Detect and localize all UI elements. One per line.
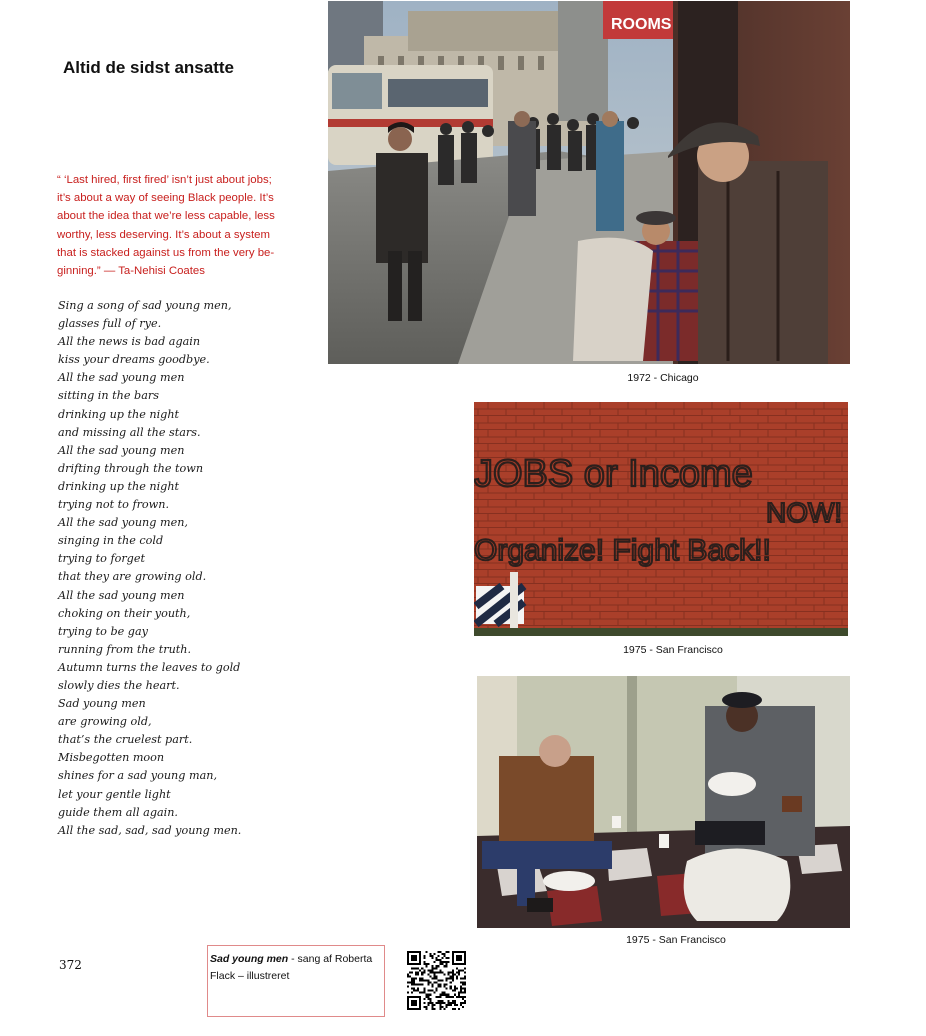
poem-line: choking on their youth, (58, 606, 191, 620)
chicago-street-image (328, 1, 850, 364)
poem-line: Autumn turns the leaves to gold (58, 660, 241, 674)
poem-line: kiss your dreams goodbye. (58, 353, 210, 367)
poem-line: slowly dies the heart. (58, 678, 180, 692)
poem-line: trying not to frown. (58, 498, 170, 512)
poem-line: drifting through the town (58, 461, 204, 475)
graffiti-text-1: JOBS or Income (474, 453, 753, 495)
poem-line: are growing old, (58, 715, 152, 729)
poem-line: that they are growing old. (58, 570, 207, 584)
photo-men-eating (477, 676, 850, 928)
poem (58, 297, 318, 840)
caption-sf-wall: 1975 - San Francisco (623, 644, 723, 656)
poem-line: guide them all again. (58, 805, 178, 819)
photo-graffiti-wall (474, 402, 848, 636)
song-title: Sad young men (210, 953, 289, 965)
graffiti-wall-image (474, 402, 848, 636)
poem-line: Sing a song of sad young men, (58, 299, 232, 312)
poem-line: trying to forget (58, 552, 145, 566)
rooms-sign-text: ROOMS (611, 16, 672, 33)
poem-line: sitting in the bars (58, 389, 159, 403)
poem-line: shines for a sad young man, (58, 769, 218, 783)
poem-line: Sad young men (58, 697, 146, 711)
caption-chicago: 1972 - Chicago (627, 372, 699, 384)
caption-sf-eating: 1975 - San Francisco (626, 934, 726, 946)
qr-code-icon (407, 951, 466, 1010)
song-credit-text: - sang af Roberta (288, 953, 373, 965)
graffiti-text-3: Organize! Fight Back!! (474, 534, 771, 567)
poem-line: running from the truth. (58, 642, 192, 656)
poem-line: that’s the cruelest part. (58, 733, 193, 747)
poem-line: trying to be gay (58, 624, 148, 638)
pull-quote (57, 171, 315, 280)
quote-line: about the idea that we’re less capable, less (57, 210, 275, 223)
quote-line: that is stacked against us from the very be- (57, 246, 275, 259)
poem-line: All the sad young men (58, 588, 185, 602)
poem-line: All the sad young men, (58, 516, 188, 530)
poem-line: All the sad young men (58, 443, 185, 457)
poem-line: All the sad young men (58, 371, 185, 385)
poem-line: let your gentle light (58, 787, 171, 801)
men-eating-image (477, 676, 850, 928)
poem-line: All the sad, sad, sad young men. (58, 823, 242, 837)
quote-line: ginning.” — Ta-Nehisi Coates (57, 265, 205, 278)
poem-line: glasses full of rye. (58, 317, 162, 331)
poem-line: drinking up the night (58, 407, 180, 421)
qr-code[interactable] (407, 951, 466, 1010)
poem-line: singing in the cold (58, 534, 164, 548)
song-credit-box (207, 945, 385, 1017)
quote-line: “ ‘Last hired, first fired’ isn’t just about jobs; (57, 174, 272, 186)
quote-line: it’s about a way of seeing Black people. It’s (57, 192, 274, 205)
page-title: Altid de sidst ansatte (63, 58, 234, 77)
photo-chicago-street (328, 1, 850, 364)
page-number: 372 (59, 958, 82, 972)
song-credit-text-2: Flack – illustreret (210, 970, 290, 982)
poem-line: drinking up the night (58, 479, 180, 493)
poem-line: All the news is bad again (58, 335, 201, 349)
poem-line: and missing all the stars. (58, 425, 201, 439)
poem-line: Misbegotten moon (58, 751, 165, 765)
quote-line: worthy, less deserving. It’s about a system (57, 228, 270, 241)
graffiti-text-2: NOW! (766, 497, 843, 528)
